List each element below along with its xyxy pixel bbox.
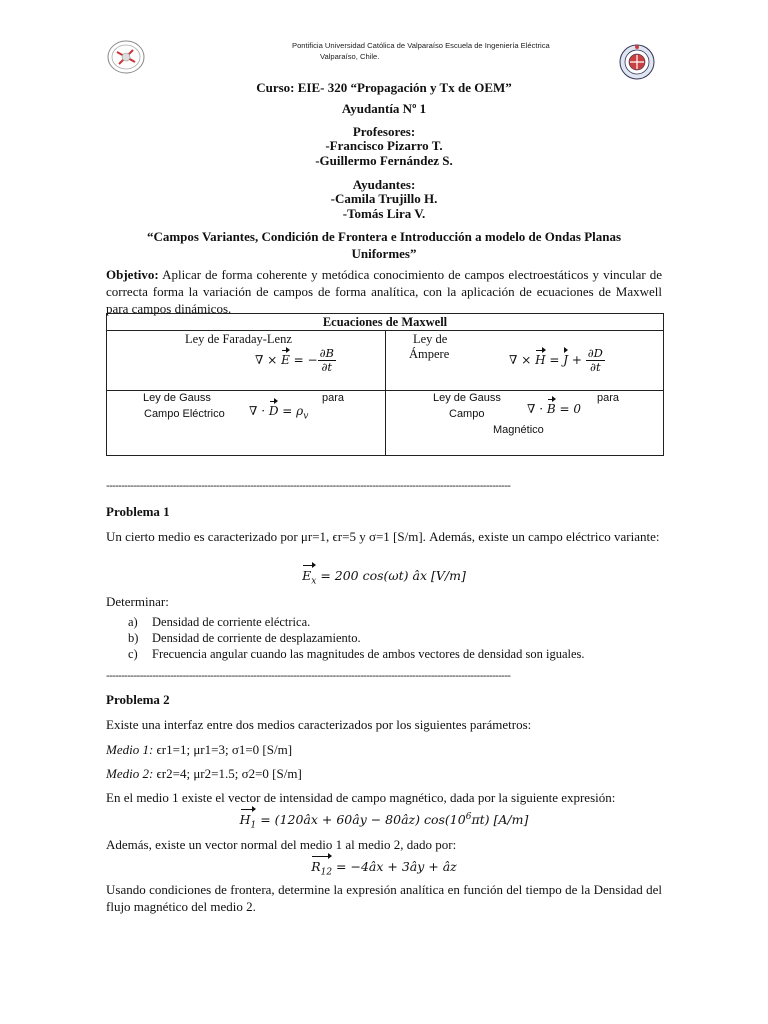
eq-vector-E xyxy=(302,568,316,587)
eq-part: = (120âx + 60ây − 80âz) cos(10 xyxy=(256,812,466,828)
ayudantes-heading: Ayudantes: xyxy=(352,177,416,192)
problema-2-normal-text: Además, existe un vector normal del medio 1 al medio 2, dado por: xyxy=(106,837,457,852)
gauss-electric-equation xyxy=(249,404,308,421)
university-line-2: Valparaíso, Chile. xyxy=(320,52,380,61)
medio-1-label: Medio 1: xyxy=(106,742,154,757)
eq-vector-J: J xyxy=(563,353,569,367)
school-seal-icon xyxy=(618,44,656,80)
fraction-numerator: ∂B xyxy=(319,346,334,360)
profesores-heading: Profesores: xyxy=(352,124,416,139)
university-header xyxy=(292,40,550,62)
eq-superscript: 6 xyxy=(465,812,472,822)
medio-2-label: Medio 2: xyxy=(106,766,154,781)
medio-1-text: ϵr1=1; μr1=3; σ1=0 [S/m] xyxy=(153,742,293,757)
gauss-magnetic-label-2: Campo xyxy=(449,408,485,420)
eq-vector-B: B xyxy=(546,402,556,416)
eq-symbol: E xyxy=(302,568,312,583)
eq-part: πt) [A/m] xyxy=(471,812,529,828)
eq-part: = xyxy=(545,353,564,367)
medio-2-text: ϵr2=4; μr2=1.5; σ2=0 [S/m] xyxy=(153,766,302,781)
eq-subscript: v xyxy=(303,411,309,422)
table-divider xyxy=(385,331,386,455)
medio-1-params xyxy=(106,741,662,758)
ampere-label-2: Ámpere xyxy=(409,347,450,361)
gauss-magnetic-label-3: Magnético xyxy=(493,424,544,436)
problema-2-h-equation xyxy=(0,812,768,831)
gauss-magnetic-para: para xyxy=(597,392,620,404)
table-divider xyxy=(107,390,663,391)
objetivo-text: Aplicar de forma coherente y metódica conocimiento de campos electroestáticos y vincular de correcta forma la variación de campos de forma analítica, con la aplicación de ecuaciones de Maxwell para campos dinámicos. xyxy=(106,267,662,316)
fraction-numerator: ∂D xyxy=(587,346,603,360)
eq-part: = 200 cos(ωt) âx [V/m] xyxy=(316,568,466,583)
eq-subscript: 12 xyxy=(320,867,333,878)
eq-vector-H xyxy=(240,812,257,831)
eq-fraction xyxy=(318,347,336,374)
course-title: Curso: EIE- 320 “Propagación y Tx de OEM” xyxy=(256,80,512,95)
maxwell-equations-table xyxy=(106,313,664,456)
eq-part: ∇ × xyxy=(509,353,536,367)
list-item-text: Densidad de corriente eléctrica. xyxy=(152,615,311,629)
eq-part: ∇ · xyxy=(527,402,547,416)
problema-2-intro: Existe una interfaz entre dos medios caracterizados por los siguientes parámetros: xyxy=(106,717,532,732)
list-item-text: Frecuencia angular cuando las magnitudes de ambos vectores de densidad son iguales. xyxy=(152,647,585,661)
eq-vector-R xyxy=(311,859,332,878)
list-item-key: c) xyxy=(128,647,138,661)
maxwell-table-heading: Ecuaciones de Maxwell xyxy=(107,314,663,331)
eq-fraction xyxy=(586,347,605,374)
faraday-equation xyxy=(255,347,336,374)
list-item xyxy=(128,614,585,630)
gauss-electric-label-1: Ley de Gauss xyxy=(143,392,211,404)
eq-part: = − xyxy=(289,353,318,367)
list-item-key: a) xyxy=(128,615,138,629)
gauss-electric-para: para xyxy=(322,392,345,404)
list-item-text: Densidad de corriente de desplazamiento. xyxy=(152,631,361,645)
medio-2-params xyxy=(106,765,662,782)
problema-2-h-text: En el medio 1 existe el vector de intensidad de campo magnético, dada por la siguiente expresión: xyxy=(106,790,616,805)
separator-line: ------------------------------------------------------------------------------------------------------------------------------------ xyxy=(106,480,511,492)
eq-symbol: H xyxy=(239,812,251,828)
list-item-key: b) xyxy=(128,631,139,645)
ayudante-name: -Camila Trujillo H. xyxy=(330,191,438,206)
problema-1-list xyxy=(128,614,585,662)
gauss-magnetic-label-1: Ley de Gauss xyxy=(433,392,501,404)
university-logo-icon xyxy=(107,40,145,74)
ayudante-name: -Tomás Lira V. xyxy=(342,206,426,221)
ampere-equation xyxy=(509,347,605,374)
problema-1-equation xyxy=(0,568,768,587)
problema-2-final-text: Usando condiciones de frontera, determine la expresión analítica en función del tiempo de la Densidad del flujo magnético del medio 2. xyxy=(106,882,662,914)
eq-part: = −4âx + 3ây + âz xyxy=(332,859,457,874)
determinar-label: Determinar: xyxy=(106,594,169,609)
eq-part: ∇ × xyxy=(255,353,282,367)
gauss-magnetic-equation xyxy=(527,402,581,416)
eq-vector-H: H xyxy=(535,353,546,367)
university-line-1: Pontificia Universidad Católica de Valparaíso Escuela de Ingeniería Eléctrica xyxy=(292,41,550,50)
ayudantia-number: Ayudantía Nº 1 xyxy=(341,101,427,116)
eq-vector-E: E xyxy=(281,353,290,367)
eq-vector-D: D xyxy=(268,404,279,418)
list-item xyxy=(128,630,585,646)
profesor-name: -Francisco Pizarro T. xyxy=(325,138,443,153)
profesor-name: -Guillermo Fernández S. xyxy=(315,153,453,168)
eq-part: ∇ · xyxy=(249,404,269,418)
eq-subscript: 1 xyxy=(250,820,257,831)
objetivo-paragraph xyxy=(106,266,662,317)
separator-line: ------------------------------------------------------------------------------------------------------------------------------------ xyxy=(106,670,511,682)
eq-part: = 0 xyxy=(555,402,581,416)
fraction-denominator: ∂t xyxy=(590,360,601,374)
problema-2-r-equation xyxy=(0,859,768,878)
eq-subscript: x xyxy=(311,576,317,587)
faraday-label: Ley de Faraday-Lenz xyxy=(185,332,292,346)
eq-part: = ρ xyxy=(278,404,304,418)
ampere-label-1: Ley de xyxy=(413,332,448,346)
problema-2-heading: Problema 2 xyxy=(106,692,170,707)
eq-part: + xyxy=(568,353,586,367)
assignment-title: “Campos Variantes, Condición de Frontera e Introducción a modelo de Ondas Planas Uniformes” xyxy=(146,229,622,261)
eq-symbol: R xyxy=(311,859,321,874)
objetivo-label: Objetivo: xyxy=(106,267,159,282)
fraction-denominator: ∂t xyxy=(321,360,333,374)
problema-1-text: Un cierto medio es caracterizado por μr=1, ϵr=5 y σ=1 [S/m]. Además, existe un campo eléctrico variante: xyxy=(106,529,660,544)
problema-1-heading: Problema 1 xyxy=(106,504,170,519)
list-item xyxy=(128,646,585,662)
gauss-electric-label-2: Campo Eléctrico xyxy=(144,408,225,420)
